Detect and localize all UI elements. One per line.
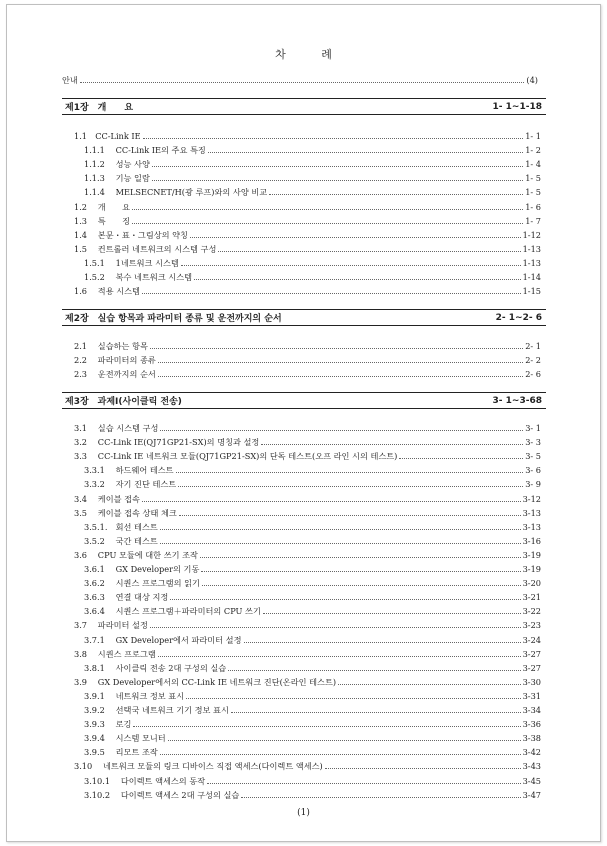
toc-entry[interactable] [84, 661, 541, 674]
toc-entry[interactable] [74, 647, 541, 660]
toc-leader [160, 753, 521, 755]
chapter-label: 제2장 실습 항목과 파라미터 종류 및 운전까지의 순서 [65, 314, 282, 324]
toc-entry-page: 3-36 [522, 719, 541, 730]
toc-entry-label: 3.7.1 GX Developer에서 파라미터 설정 [84, 634, 242, 645]
toc-leader [231, 711, 521, 713]
toc-entry-label: 2.3 운전까지의 순서 [74, 369, 156, 380]
toc-entry-label: 3.6.3 연결 대상 지정 [84, 592, 169, 603]
toc-entry-page: 3-47 [522, 789, 541, 800]
toc-leader [244, 641, 521, 643]
toc-leader [338, 683, 521, 685]
toc-leader [150, 626, 521, 628]
toc-entry-page: 1- 7 [525, 215, 541, 226]
toc-entry-label: 3.6.1 GX Developer의 기동 [84, 564, 200, 574]
toc-leader [160, 429, 523, 431]
toc-entry-label: 3.6.2 시퀀스 프로그램의 읽기 [84, 578, 200, 589]
toc-entry-page: 3- 1 [525, 423, 541, 433]
toc-leader [190, 236, 521, 238]
toc-entry[interactable] [74, 284, 541, 297]
toc-leader [132, 222, 523, 224]
toc-entry[interactable] [74, 228, 541, 241]
toc-entry-label: 3.3.1 하드웨어 테스트 [84, 465, 174, 476]
toc-entry[interactable] [74, 675, 541, 688]
toc-entry-page: 1-12 [522, 229, 541, 240]
chapter-header[interactable] [62, 98, 546, 115]
toc-leader [202, 584, 521, 586]
toc-entry-label: 3.9.4 시스템 모니터 [84, 733, 166, 744]
toc-leader [170, 598, 520, 600]
toc-leader [143, 137, 524, 139]
toc-entry-page: 3-43 [522, 761, 541, 772]
toc-entry-label: 1.5.2 복수 네트워크 시스템 [84, 272, 193, 282]
toc-leader [158, 655, 521, 657]
toc-intro[interactable] [62, 73, 538, 86]
toc-entry-label: 3.4 케이블 접속 [74, 493, 140, 504]
toc-leader [181, 264, 521, 266]
toc-leader [186, 697, 520, 699]
toc-entry[interactable] [84, 745, 541, 758]
toc-entry[interactable] [74, 242, 541, 255]
toc-entry-page: 3-23 [522, 620, 541, 631]
toc-entry-label: 1.6 적용 시스템 [74, 286, 140, 297]
toc-entry[interactable] [74, 200, 541, 213]
chapter-header[interactable] [62, 309, 546, 326]
toc-entry-page: 1-13 [522, 257, 541, 268]
toc-entry[interactable] [74, 421, 541, 434]
toc-entry[interactable] [74, 759, 541, 772]
toc-entry[interactable] [84, 157, 541, 170]
toc-entry-page: 3-30 [522, 676, 541, 687]
toc-entry-label: 3.9.2 선택국 네트워크 기기 정보 표시 [84, 705, 229, 715]
toc-entry-page: 3- 6 [525, 465, 541, 476]
toc-entry[interactable] [84, 788, 541, 801]
toc-entry-label: 3.1 실습 시스템 구성 [74, 423, 159, 433]
toc-leader [399, 457, 523, 459]
toc-entry[interactable] [74, 367, 541, 380]
toc-entry-label: 3.9 GX Developer에서의 CC-Link IE 네트워크 진단(온라인 테스트) [74, 676, 337, 687]
toc-leader [158, 361, 523, 363]
toc-entry-label: 3.3.2 자기 진단 테스트 [84, 479, 177, 490]
toc-entry[interactable] [84, 717, 541, 730]
toc-entry-page: 1- 5 [525, 187, 541, 198]
toc-entry-page: 3-19 [522, 549, 541, 560]
toc-leader [158, 375, 523, 377]
toc-entry[interactable] [84, 520, 541, 533]
toc-entry-label: 1.1.4 MELSECNET/H(광 루프)와의 사양 비교 [84, 187, 268, 198]
toc-entry[interactable] [74, 339, 541, 352]
toc-leader [218, 250, 520, 252]
toc-entry-page: 3-38 [522, 733, 541, 744]
toc-leader [269, 193, 523, 195]
title-char-1: 차 [275, 48, 286, 61]
page-title [0, 46, 607, 62]
toc-leader [176, 471, 524, 473]
toc-leader [133, 725, 520, 727]
toc-leader [152, 165, 523, 167]
toc-entry[interactable] [84, 171, 541, 184]
toc-entry-label: 1.1.1 CC-Link IE의 주요 특징 [84, 145, 206, 156]
toc-entry-page: 3- 9 [525, 479, 541, 490]
toc-leader [178, 485, 523, 487]
toc-leader [241, 796, 520, 798]
toc-entry-page: 3-20 [522, 578, 541, 589]
toc-leader [152, 179, 523, 181]
toc-entry-page: 3-19 [522, 564, 541, 574]
toc-leader [179, 514, 521, 516]
toc-entry[interactable] [74, 435, 541, 448]
toc-entry-label: 1.5 컨트롤러 네트워크의 시스템 구성 [74, 243, 217, 254]
toc-entry-label: 2.2 파라미터의 종류 [74, 355, 156, 366]
toc-leader [207, 782, 520, 784]
toc-entry-label: 1.3 특 징 [74, 215, 131, 226]
toc-leader [325, 767, 521, 769]
toc-leader [132, 208, 523, 210]
toc-entry-label: 1.1.3 기능 일람 [84, 173, 150, 184]
toc-entry-page: 2- 2 [525, 355, 541, 366]
toc-leader [150, 347, 523, 349]
toc-entry-page: 3-34 [522, 705, 541, 715]
toc-entry[interactable] [84, 562, 541, 575]
toc-entry[interactable] [84, 604, 541, 617]
toc-entry-label: 3.8.1 사이클릭 전송 2대 구성의 실습 [84, 662, 227, 673]
toc-entry-page: 1-15 [522, 286, 541, 297]
toc-entry-label: 3.7 파라미터 설정 [74, 620, 148, 631]
toc-entry-page: 2- 6 [525, 369, 541, 380]
chapter-page-range: 2- 1∼2- 6 [495, 312, 542, 323]
toc-entry-label: 3.10.1 다이렉트 액세스의 동작 [84, 775, 206, 786]
toc-leader [194, 278, 521, 280]
toc-entry-page: 2- 1 [525, 341, 541, 351]
toc-entry[interactable] [74, 506, 541, 519]
toc-entry-label: 3.9.3 로깅 [84, 719, 132, 730]
toc-entry-label: 3.8 시퀀스 프로그램 [74, 648, 156, 659]
toc-leader [261, 443, 523, 445]
toc-entry-page: 3- 5 [525, 451, 541, 462]
toc-entry[interactable] [74, 449, 541, 462]
toc-entry-label: 1.4 본문・표・그림상의 약칭 [74, 229, 188, 240]
toc-entry-label: 3.2 CC-Link IE(QJ71GP21-SX)의 명칭과 설정 [74, 437, 260, 448]
toc-entry-page: 1- 4 [525, 159, 541, 170]
toc-entry[interactable] [84, 270, 541, 283]
toc-intro-label: 안내 [62, 75, 78, 85]
toc-entry[interactable] [84, 534, 541, 547]
toc-entry[interactable] [84, 576, 541, 589]
toc-entry-label: 3.10.2 다이렉트 액세스 2대 구성의 실습 [84, 789, 240, 800]
toc-entry-label: 3.9.5 리모트 조작 [84, 747, 158, 758]
toc-leader [228, 669, 520, 671]
chapter-label: 제1장 개 요 [65, 103, 134, 113]
toc-entry-label: 3.10 네트워크 모듈의 링크 디바이스 직접 액세스(다이렉트 액세스) [74, 761, 323, 772]
toc-intro-page: (4) [526, 75, 538, 85]
toc-entry[interactable] [84, 633, 541, 646]
toc-entry[interactable] [74, 492, 541, 505]
toc-entry-label: 1.1.2 성능 사양 [84, 159, 150, 170]
chapter-header[interactable] [62, 392, 546, 409]
toc-entry[interactable] [84, 463, 541, 476]
toc-leader [208, 151, 523, 153]
toc-entry-page: 3-42 [522, 747, 541, 758]
toc-entry[interactable] [84, 590, 541, 603]
toc-entry-page: 3-27 [522, 648, 541, 659]
toc-entry[interactable] [74, 618, 541, 631]
toc-entry-page: 1-13 [522, 243, 541, 254]
toc-entry-page: 3-31 [522, 690, 541, 701]
toc-entry-page: 1- 6 [525, 201, 541, 212]
toc-entry[interactable] [84, 774, 541, 787]
toc-entry-page: 3-12 [522, 493, 541, 504]
toc-entry-label: 3.3 CC-Link IE 네트워크 모듈(QJ71GP21-SX)의 단독 테스트(오프 라인 시의 테스트) [74, 451, 398, 462]
toc-entry-page: 1- 5 [525, 173, 541, 184]
chapter-page-range: 3- 1∼3-68 [492, 395, 542, 406]
toc-entry-page: 3-16 [522, 535, 541, 546]
chapter-label: 제3장 과제Ⅰ(사이클릭 전송) [65, 397, 182, 407]
toc-entry-page: 3-24 [522, 634, 541, 645]
toc-leader [80, 81, 525, 83]
toc-leader [200, 556, 521, 558]
toc-entry-label: 3.9.1 네트워크 정보 표시 [84, 690, 185, 701]
toc-leader [201, 570, 520, 572]
toc-entry[interactable] [74, 353, 541, 366]
toc-entry-page: 1-14 [522, 272, 541, 282]
toc-leader [160, 542, 521, 544]
toc-entry[interactable] [84, 477, 541, 490]
toc-entry-page: 3-13 [522, 507, 541, 518]
toc-leader [263, 612, 521, 614]
toc-entry-page: 1- 2 [525, 145, 541, 156]
toc-entry-label: 3.5.2 국간 테스트 [84, 535, 158, 546]
toc-entry-label: 1.1 CC-Link IE [74, 131, 141, 141]
toc-entry-page: 3-22 [522, 606, 541, 617]
toc-entry-page: 3-27 [522, 662, 541, 673]
toc-entry-page: 3-45 [522, 775, 541, 786]
toc-entry[interactable] [84, 185, 541, 198]
toc-entry-page: 3-21 [522, 592, 541, 603]
toc-leader [160, 528, 521, 530]
toc-entry[interactable] [84, 689, 541, 702]
toc-entry-label: 3.5.1. 회선 테스트 [84, 521, 158, 532]
toc-entry-page: 3- 3 [525, 437, 541, 448]
toc-entry[interactable] [74, 548, 541, 561]
toc-entry-label: 1.2 개 요 [74, 201, 131, 212]
toc-entry-label: 3.6 CPU 모듈에 대한 쓰기 조작 [74, 549, 198, 560]
toc-entry-page: 3-13 [522, 521, 541, 532]
toc-entry[interactable] [84, 731, 541, 744]
chapter-page-range: 1- 1∼1-18 [492, 101, 542, 112]
toc-entry-page: 1- 1 [525, 131, 541, 141]
toc-entry-label: 3.6.4 시퀀스 프로그램＋파라미터의 CPU 쓰기 [84, 606, 261, 617]
toc-entry[interactable] [74, 129, 541, 142]
toc-entry-label: 3.5 케이블 접속 상태 체크 [74, 507, 177, 518]
toc-leader [142, 500, 521, 502]
toc-entry[interactable] [84, 703, 541, 716]
toc-leader [142, 292, 521, 294]
toc-entry-label: 2.1 실습하는 항목 [74, 341, 148, 351]
toc-entry[interactable] [84, 143, 541, 156]
toc-entry[interactable] [74, 214, 541, 227]
title-char-2: 례 [321, 48, 332, 61]
toc-leader [168, 739, 521, 741]
toc-entry[interactable] [84, 256, 541, 269]
page-number: (1) [297, 808, 310, 818]
toc-entry-label: 1.5.1 1네트워크 시스템 [84, 257, 179, 268]
